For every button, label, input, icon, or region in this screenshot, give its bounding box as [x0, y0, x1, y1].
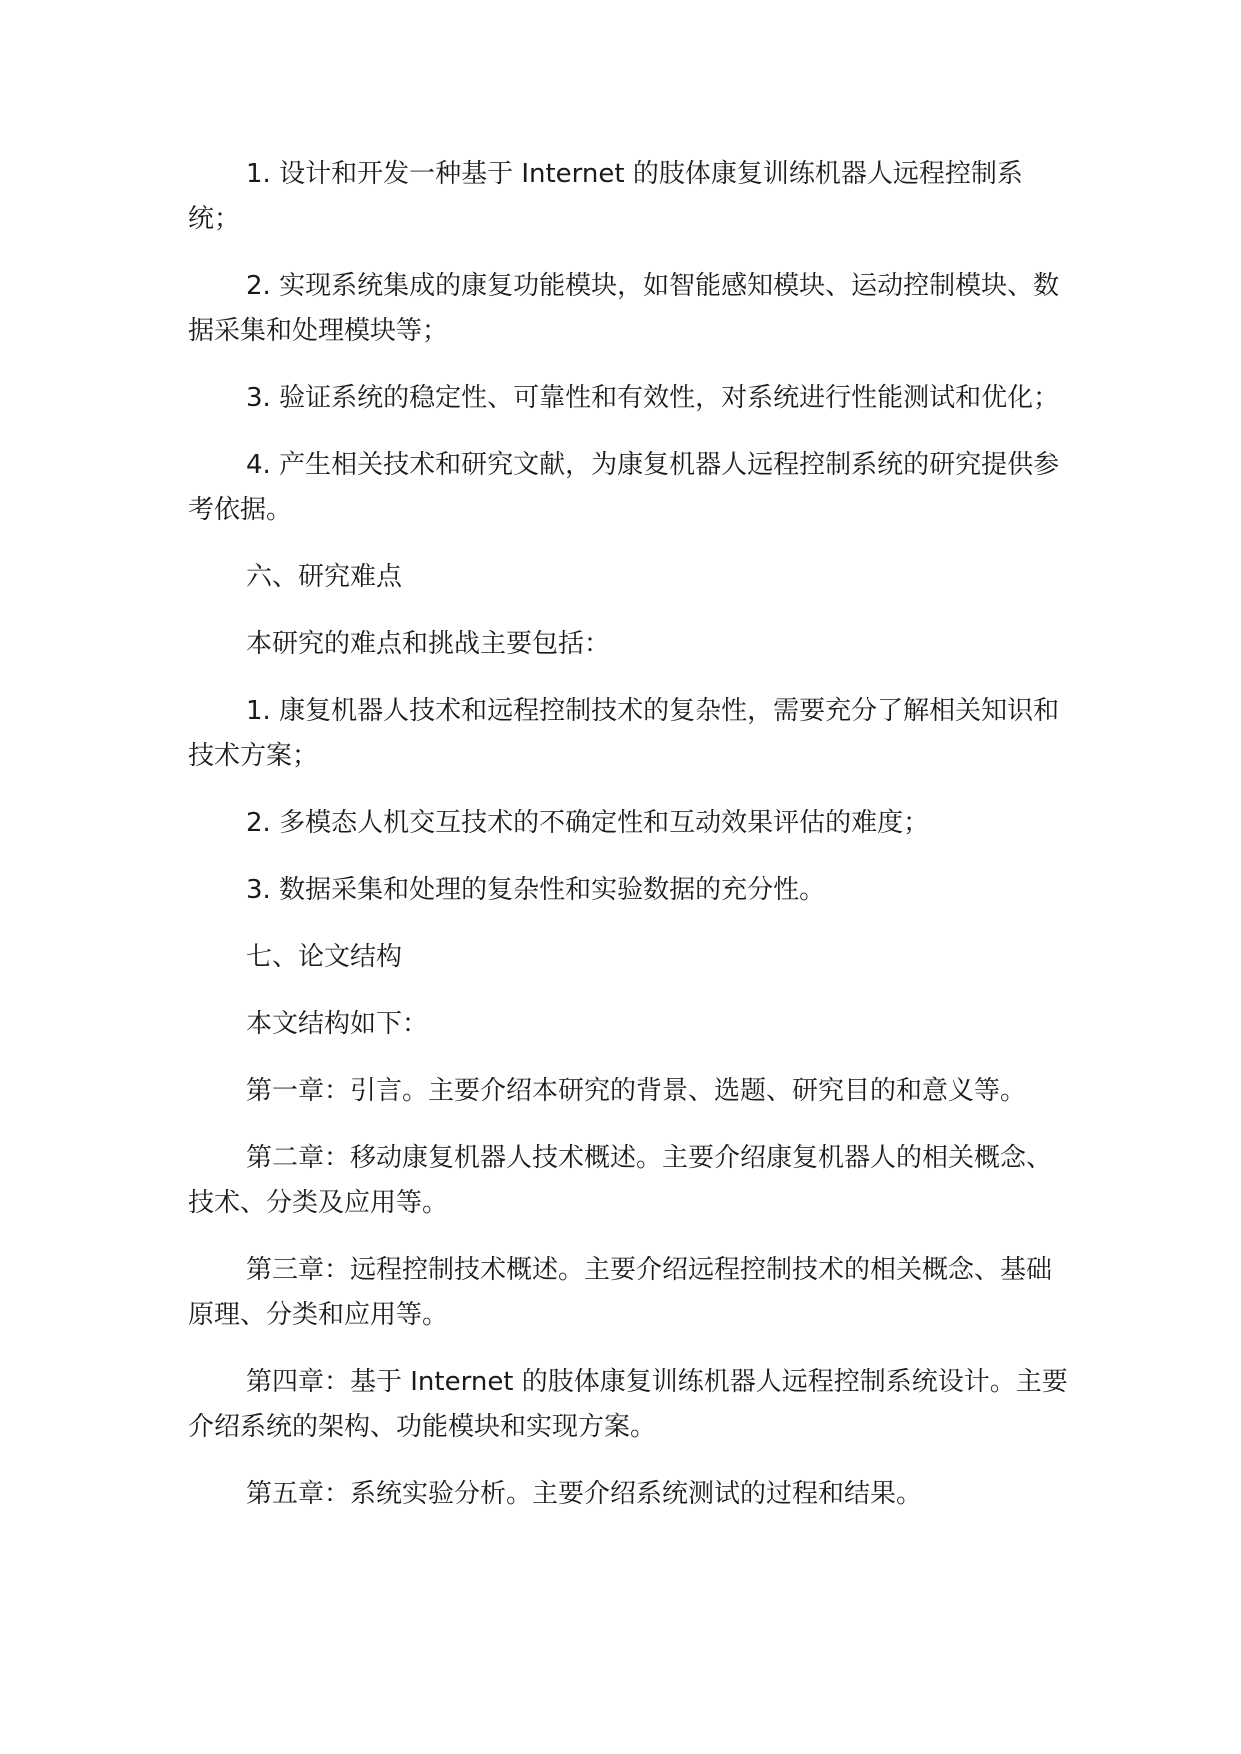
- chapter-5: 第五章：系统实验分析。主要介绍系统测试的过程和结果。: [246, 1479, 923, 1509]
- chapter-1: 第一章：引言。主要介绍本研究的背景、选题、研究目的和意义等。: [246, 1076, 1027, 1106]
- chapter-4: 第四章：基于 Internet 的肢体康复训练机器人远程控制系统设计。主要介绍系统的架构、功能模块和实现方案。: [188, 1367, 1068, 1442]
- difficulty-item-2: 2. 多模态人机交互技术的不确定性和互动效果评估的难度；: [246, 808, 930, 838]
- objective-item-2: 2. 实现系统集成的康复功能模块，如智能感知模块、运动控制模块、数据采集和处理模块等；: [188, 271, 1060, 346]
- objective-item-4: 4. 产生相关技术和研究文献，为康复机器人远程控制系统的研究提供参考依据。: [188, 450, 1060, 525]
- section-heading-structure: 七、论文结构: [246, 942, 403, 972]
- chapter-2: 第二章：移动康复机器人技术概述。主要介绍康复机器人的相关概念、技术、分类及应用等。: [188, 1143, 1053, 1218]
- difficulties-intro: 本研究的难点和挑战主要包括：: [246, 629, 611, 659]
- structure-intro: 本文结构如下：: [246, 1009, 429, 1039]
- section-heading-difficulties: 六、研究难点: [246, 562, 403, 592]
- chapter-3: 第三章：远程控制技术概述。主要介绍远程控制技术的相关概念、基础原理、分类和应用等。: [188, 1255, 1053, 1330]
- document-body: [188, 152, 1068, 1539]
- objective-item-3: 3. 验证系统的稳定性、可靠性和有效性，对系统进行性能测试和优化；: [246, 383, 1060, 413]
- difficulty-item-1: 1. 康复机器人技术和远程控制技术的复杂性，需要充分了解相关知识和技术方案；: [188, 696, 1060, 771]
- difficulty-item-3: 3. 数据采集和处理的复杂性和实验数据的充分性。: [246, 875, 826, 905]
- objective-item-1: 1. 设计和开发一种基于 Internet 的肢体康复训练机器人远程控制系统；: [188, 159, 1023, 234]
